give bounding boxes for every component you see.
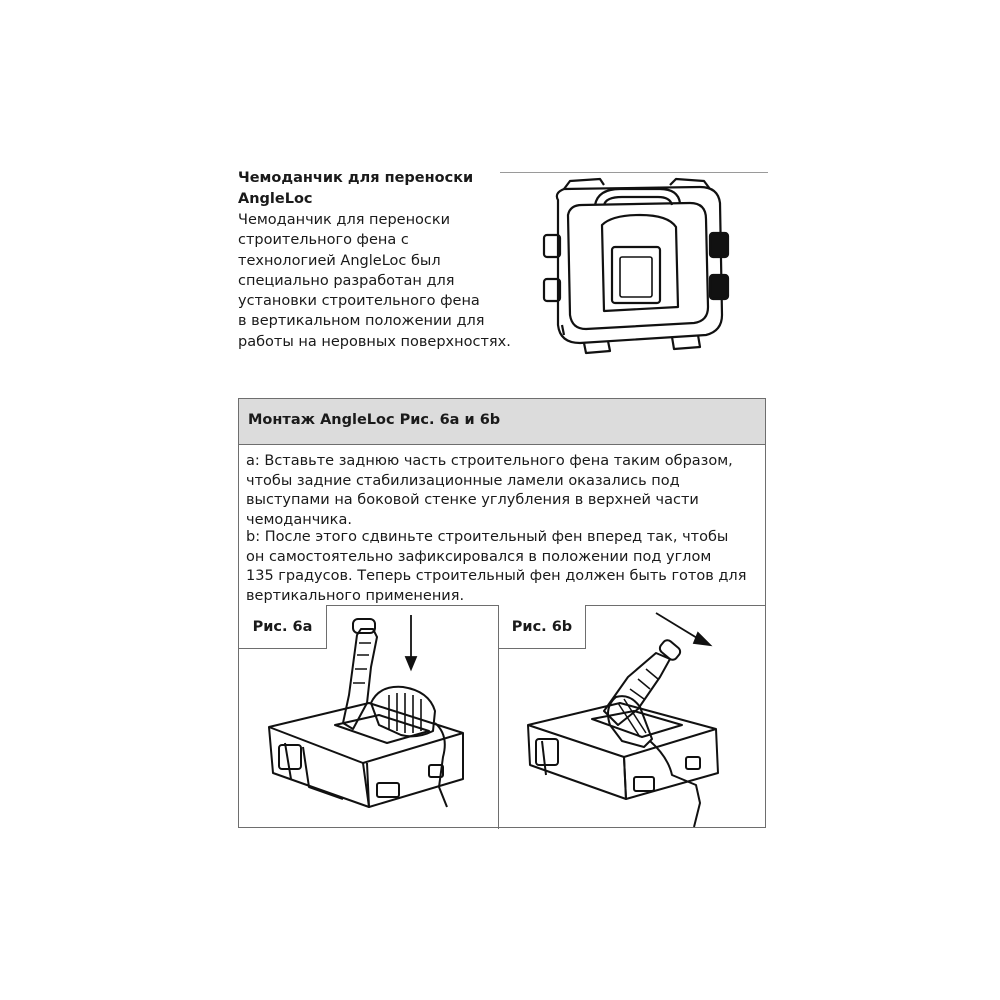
intro-section	[238, 168, 538, 352]
figure-6a-label: Рис. 6a	[239, 605, 327, 649]
panel-title: Монтаж AngleLoc Рис. 6a и 6b	[248, 412, 501, 428]
intro-body: Чемоданчик для переноски строительного фена с технологией AngleLoc был специально разработан для установки строительного фена в вертикальном положении для работы на неровных поверхностях.	[238, 212, 511, 350]
instruction-step-b: b: После этого сдвиньте строительный фен вперед так, чтобы он самостоятельно зафиксировался в положении под углом 135 градусов. Теперь строительный фен должен быть готов для вертикального применения.	[246, 529, 747, 604]
mounting-panel	[238, 398, 766, 828]
figure-6b-label: Рис. 6b	[498, 605, 586, 649]
top-rule	[500, 172, 768, 173]
intro-title: Чемоданчик для переноски AngleLoc	[238, 170, 474, 207]
carrying-case-illustration	[540, 175, 730, 365]
instruction-step-a: a: Вставьте заднюю часть строительного фена таким образом, чтобы задние стабилизационные ламели оказались под выступами на боковой стенке углубления в верхней части чемоданчика.	[246, 453, 733, 528]
panel-header	[239, 399, 765, 445]
